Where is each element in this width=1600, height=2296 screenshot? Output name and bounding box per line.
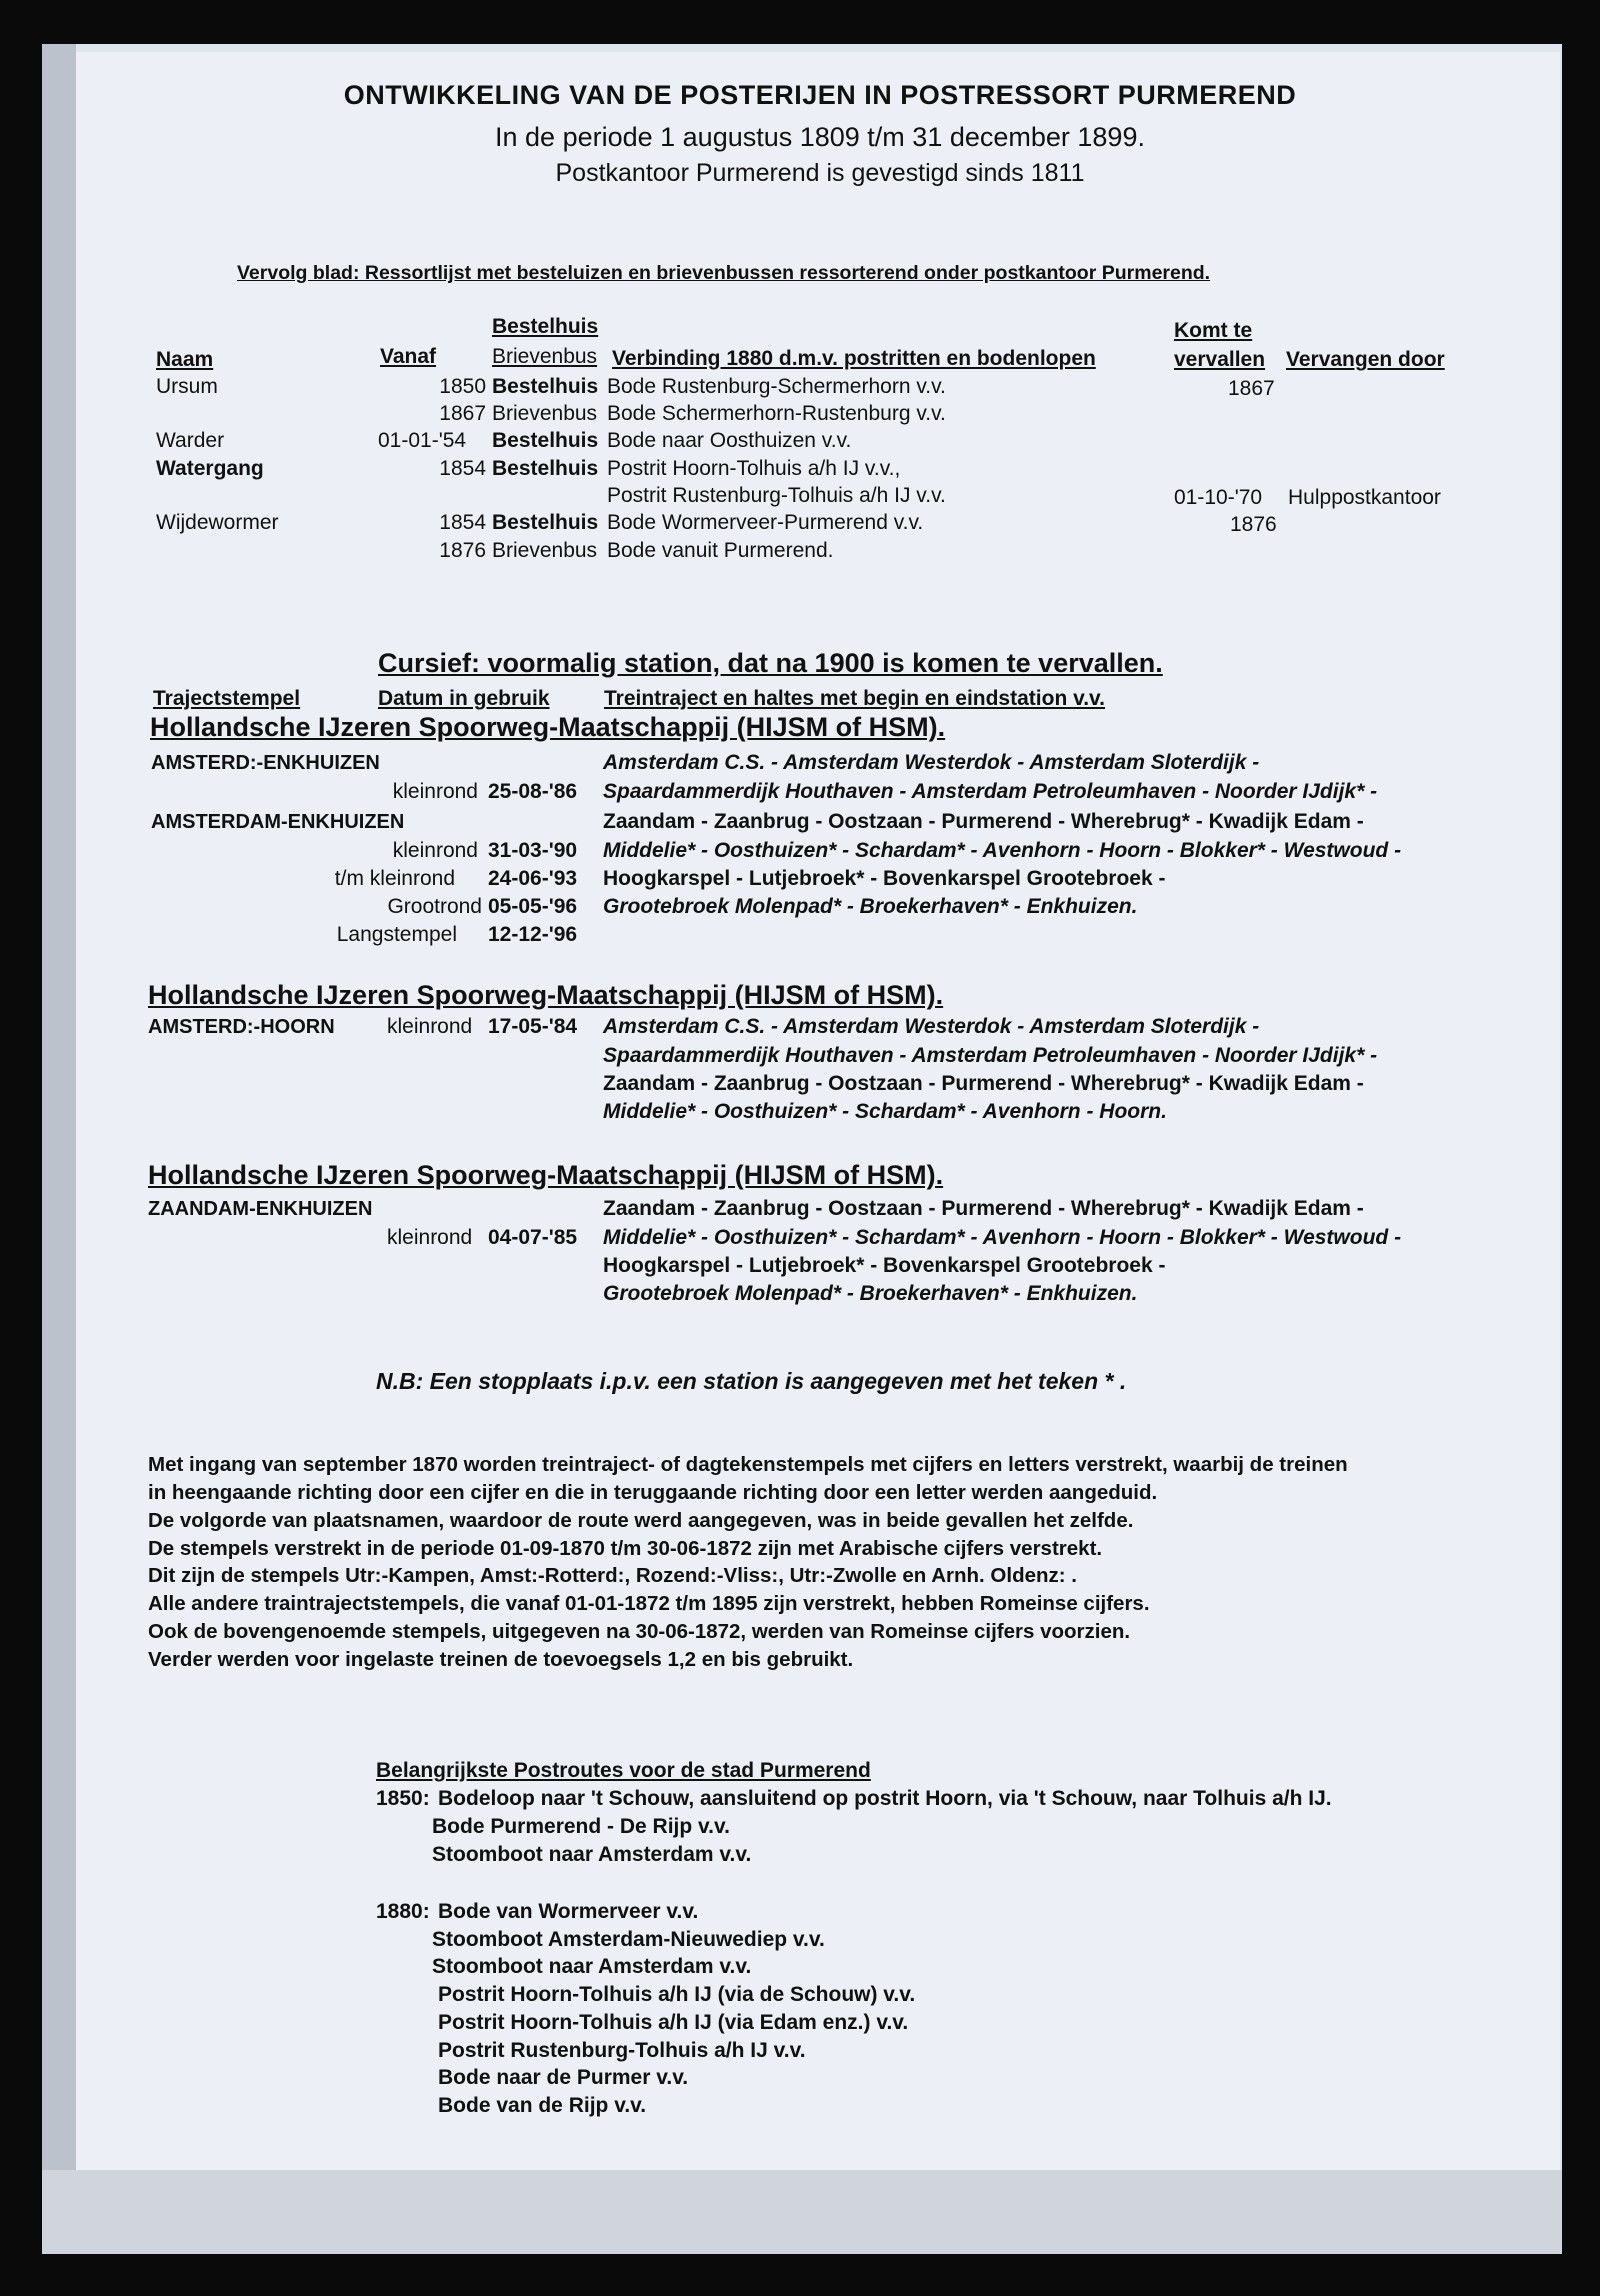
postroute-item: Bode Purmerend - De Rijp v.v. xyxy=(432,1815,730,1838)
row-naam: Wijdewormer xyxy=(156,511,279,534)
route-line: Hoogkarspel - Lutjebroek* - Bovenkarspel Grootebroek - xyxy=(603,867,1166,890)
col-brievenbus: Brievenbus xyxy=(492,345,598,368)
route-line: Middelie* - Oosthuizen* - Schardam* - Avenhorn - Hoorn - Blokker* - Westwoud - xyxy=(603,1226,1402,1249)
stamp-date: 24-06-'93 xyxy=(488,867,578,890)
row-verbinding: Bode Rustenburg-Schermerhorn v.v. xyxy=(607,375,946,398)
row-vervallen: 1876 xyxy=(1230,513,1277,536)
page-title: ONTWIKKELING VAN DE POSTERIJEN IN POSTRESSORT PURMEREND xyxy=(343,80,1297,110)
route-line: Amsterdam C.S. - Amsterdam Westerdok - Amsterdam Sloterdijk - xyxy=(603,1015,1260,1038)
route-line: Middelie* - Oosthuizen* - Schardam* - Avenhorn - Hoorn - Blokker* - Westwoud - xyxy=(603,839,1402,862)
postroute-item: Stoomboot naar Amsterdam v.v. xyxy=(432,1955,752,1978)
stamp-type: kleinrond xyxy=(387,1015,473,1038)
col-bestelhuis: Bestelhuis xyxy=(492,315,599,338)
postroute-item: Stoomboot Amsterdam-Nieuwediep v.v. xyxy=(432,1928,825,1951)
row-verbinding: Postrit Rustenburg-Tolhuis a/h IJ v.v. xyxy=(607,484,946,507)
row-vanaf: 1854 xyxy=(439,457,486,480)
established-subtitle: Postkantoor Purmerend is gevestigd sinds 1811 xyxy=(555,159,1085,187)
postroute-item: Bode van de Rijp v.v. xyxy=(438,2094,647,2117)
route-line: Zaandam - Zaanbrug - Oostzaan - Purmerend - Wherebrug* - Kwadijk Edam - xyxy=(603,1197,1364,1220)
row-verbinding: Bode vanuit Purmerend. xyxy=(607,539,834,562)
row-vanaf: 1854 xyxy=(439,511,486,534)
stamp-name: ZAANDAM-ENKHUIZEN xyxy=(148,1198,373,1220)
route-line: Grootebroek Molenpad* - Broekerhaven* - Enkhuizen. xyxy=(603,895,1138,918)
row-type: Brievenbus xyxy=(492,539,598,562)
col-vanaf: Vanaf xyxy=(380,345,437,368)
stamp-date: 17-05-'84 xyxy=(488,1015,578,1038)
route-line: Hoogkarspel - Lutjebroek* - Bovenkarspel Grootebroek - xyxy=(603,1254,1166,1277)
row-vervallen: 01-10-'70 xyxy=(1174,486,1263,509)
sheet-edge-bottom xyxy=(42,2170,1562,2254)
postroutes-heading: Belangrijkste Postroutes voor de stad Purmerend xyxy=(376,1759,871,1782)
route-line: Middelie* - Oosthuizen* - Schardam* - Avenhorn - Hoorn. xyxy=(603,1100,1167,1123)
paragraph-line: Dit zijn de stempels Utr:-Kampen, Amst:-Rotterd:, Rozend:-Vliss:, Utr:-Zwolle en Arnh. Oldenz: . xyxy=(148,1564,1077,1587)
paragraph-line: De stempels verstrekt in de periode 01-09-1870 t/m 30-06-1872 zijn met Arabische cijfers verstrekt. xyxy=(148,1537,1103,1560)
sheet-edge-left xyxy=(42,44,76,2254)
row-type: Bestelhuis xyxy=(492,457,599,480)
stamp-date: 31-03-'90 xyxy=(488,839,578,862)
row-naam: Watergang xyxy=(156,457,264,480)
route-line: Spaardammerdijk Houthaven - Amsterdam Petroleumhaven - Noorder IJdijk* - xyxy=(603,1044,1378,1067)
col-verbinding: Verbinding 1880 d.m.v. postritten en bodenlopen xyxy=(612,347,1096,370)
stamp-type: kleinrond xyxy=(392,839,478,862)
stamp-name: AMSTERD:-ENKHUIZEN xyxy=(151,752,380,774)
col-vervallen: vervallen xyxy=(1174,348,1266,371)
postroute-item: Postrit Rustenburg-Tolhuis a/h IJ v.v. xyxy=(438,2039,806,2062)
stamp-type: t/m kleinrond xyxy=(334,867,455,890)
stamp-name: AMSTERDAM-ENKHUIZEN xyxy=(151,811,405,833)
row-vanaf: 01-01-'54 xyxy=(378,429,467,452)
company-heading-3: Hollandsche IJzeren Spoorweg-Maatschappij (HIJSM of HSM). xyxy=(148,1160,944,1190)
postroute-item: Bodeloop naar 't Schouw, aansluitend op postrit Hoorn, via 't Schouw, naar Tolhuis a/h IJ. xyxy=(438,1787,1332,1810)
route-line: Zaandam - Zaanbrug - Oostzaan - Purmerend - Wherebrug* - Kwadijk Edam - xyxy=(603,810,1364,833)
row-vervallen: 1867 xyxy=(1228,377,1275,400)
route-line: Grootebroek Molenpad* - Broekerhaven* - Enkhuizen. xyxy=(603,1282,1138,1305)
row-vervangen: Hulppostkantoor xyxy=(1288,486,1441,509)
stamp-type: Grootrond xyxy=(387,895,482,918)
row-type: Bestelhuis xyxy=(492,375,599,398)
col-naam: Naam xyxy=(156,348,214,371)
company-heading-2: Hollandsche IJzeren Spoorweg-Maatschappij (HIJSM of HSM). xyxy=(148,980,944,1010)
row-verbinding: Bode naar Oosthuizen v.v. xyxy=(607,429,852,452)
col-trajectstempel: Trajectstempel xyxy=(153,687,301,710)
route-year-1850: 1850: xyxy=(376,1787,430,1810)
stamp-type: kleinrond xyxy=(387,1226,473,1249)
postroute-item: Bode naar de Purmer v.v. xyxy=(438,2066,689,2089)
row-vanaf: 1850 xyxy=(439,375,486,398)
paragraph-line: De volgorde van plaatsnamen, waardoor de route werd aangegeven, was in beide gevallen het zelfde. xyxy=(148,1509,1134,1532)
stamp-date: 12-12-'96 xyxy=(488,923,578,946)
row-verbinding: Bode Schermerhorn-Rustenburg v.v. xyxy=(607,402,946,425)
row-type: Bestelhuis xyxy=(492,511,599,534)
paragraph-line: Alle andere traintrajectstempels, die vanaf 01-01-1872 t/m 1895 zijn verstrekt, hebben Romeinse cijfers. xyxy=(148,1592,1150,1615)
stamp-type: Langstempel xyxy=(336,923,457,946)
stamp-date: 05-05-'96 xyxy=(488,895,578,918)
col-vervangen: Vervangen door xyxy=(1286,348,1445,371)
route-year-1880: 1880: xyxy=(376,1900,430,1923)
railway-heading: Cursief: voormalig station, dat na 1900 is komen te vervallen. xyxy=(378,648,1163,678)
row-type: Bestelhuis xyxy=(492,429,599,452)
row-type: Brievenbus xyxy=(492,402,598,425)
row-naam: Ursum xyxy=(156,375,218,398)
paragraph-line: Ook de bovengenoemde stempels, uitgegeven na 30-06-1872, werden van Romeinse cijfers voorzien. xyxy=(148,1620,1131,1643)
paragraph-line: Met ingang van september 1870 worden treintraject- of dagtekenstempels met cijfers en letters verstrekt, waarbij de treinen xyxy=(148,1453,1348,1476)
row-verbinding: Bode Wormerveer-Purmerend v.v. xyxy=(607,511,924,534)
route-line: Spaardammerdijk Houthaven - Amsterdam Petroleumhaven - Noorder IJdijk* - xyxy=(603,780,1378,803)
company-heading-1: Hollandsche IJzeren Spoorweg-Maatschappij (HIJSM of HSM). xyxy=(150,712,946,742)
stamp-date: 25-08-'86 xyxy=(488,780,578,803)
row-vanaf: 1867 xyxy=(439,402,486,425)
row-verbinding: Postrit Hoorn-Tolhuis a/h IJ v.v., xyxy=(607,457,901,480)
route-line: Amsterdam C.S. - Amsterdam Westerdok - Amsterdam Sloterdijk - xyxy=(603,751,1260,774)
stamp-type: kleinrond xyxy=(392,780,478,803)
row-naam: Warder xyxy=(156,429,225,452)
postroute-item: Postrit Hoorn-Tolhuis a/h IJ (via Edam enz.) v.v. xyxy=(438,2011,909,2034)
postroute-item: Bode van Wormerveer v.v. xyxy=(438,1900,699,1923)
postroute-item: Stoomboot naar Amsterdam v.v. xyxy=(432,1843,752,1866)
paragraph-line: in heengaande richting door een cijfer en die in teruggaande richting door een letter werden aangeduid. xyxy=(148,1481,1158,1504)
stamp-date: 04-07-'85 xyxy=(488,1226,578,1249)
stamp-name: AMSTERD:-HOORN xyxy=(148,1016,335,1038)
paragraph-line: Verder werden voor ingelaste treinen de toevoegsels 1,2 en bis gebruikt. xyxy=(148,1648,854,1671)
ressort-heading: Vervolg blad: Ressortlijst met besteluizen en brievenbussen ressorterend onder postkantoor Purmerend. xyxy=(237,262,1211,284)
col-komt-te: Komt te xyxy=(1174,319,1253,342)
row-vanaf: 1876 xyxy=(439,539,486,562)
col-treintraject: Treintraject en haltes met begin en eindstation v.v. xyxy=(604,687,1106,710)
postroute-item: Postrit Hoorn-Tolhuis a/h IJ (via de Schouw) v.v. xyxy=(438,1983,916,2006)
period-subtitle: In de periode 1 augustus 1809 t/m 31 december 1899. xyxy=(495,122,1145,152)
col-datum: Datum in gebruik xyxy=(378,687,550,710)
note-stopplaats: N.B: Een stopplaats i.p.v. een station is aangegeven met het teken * . xyxy=(376,1368,1127,1394)
route-line: Zaandam - Zaanbrug - Oostzaan - Purmerend - Wherebrug* - Kwadijk Edam - xyxy=(603,1072,1364,1095)
